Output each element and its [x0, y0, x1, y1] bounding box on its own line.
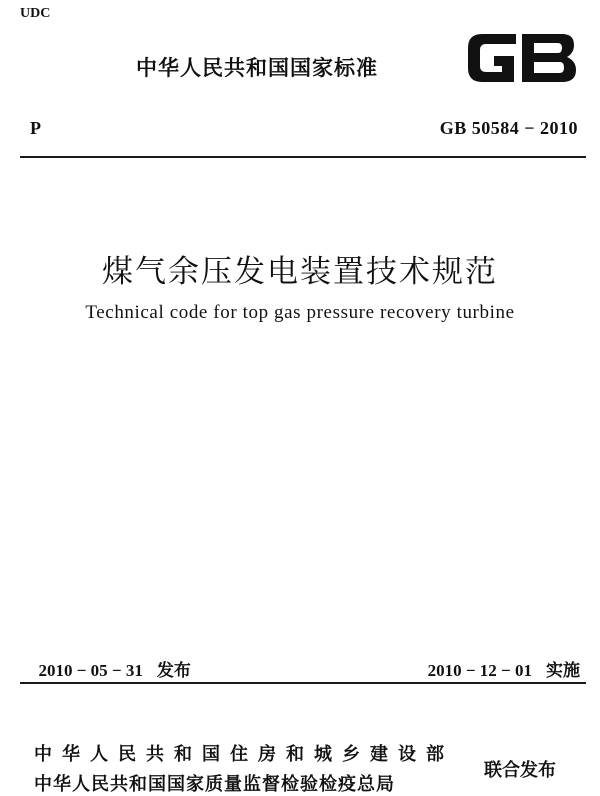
- implement-date: 2010 − 12 − 01: [427, 661, 532, 680]
- issuer-ministry-housing: 中华人民共和国住房和城乡建设部: [34, 744, 454, 765]
- implement-label: 实施: [546, 661, 580, 681]
- classification-code: P: [30, 118, 41, 138]
- issue-date: 2010 − 05 − 31: [38, 661, 143, 680]
- implement-date-block: [419, 636, 580, 681]
- issue-label: 发布: [156, 661, 191, 681]
- gb-logo-icon: [464, 28, 580, 88]
- header-divider: [20, 156, 586, 158]
- standard-number: GB 50584 − 2010: [439, 118, 578, 138]
- document-title-english: Technical code for top gas pressure recovery turbine: [85, 302, 515, 323]
- footer-divider: [20, 682, 586, 684]
- issuer-aqsiq: 中华人民共和国国家质量监督检验检疫总局: [34, 774, 395, 795]
- issue-date-block: [30, 636, 191, 681]
- standard-type-heading: 中华人民共和国国家标准: [136, 56, 378, 80]
- joint-release-label: 联合发布: [484, 760, 556, 781]
- document-title-chinese: 煤气余压发电装置技术规范: [102, 254, 498, 290]
- udc-label: UDC: [20, 6, 51, 21]
